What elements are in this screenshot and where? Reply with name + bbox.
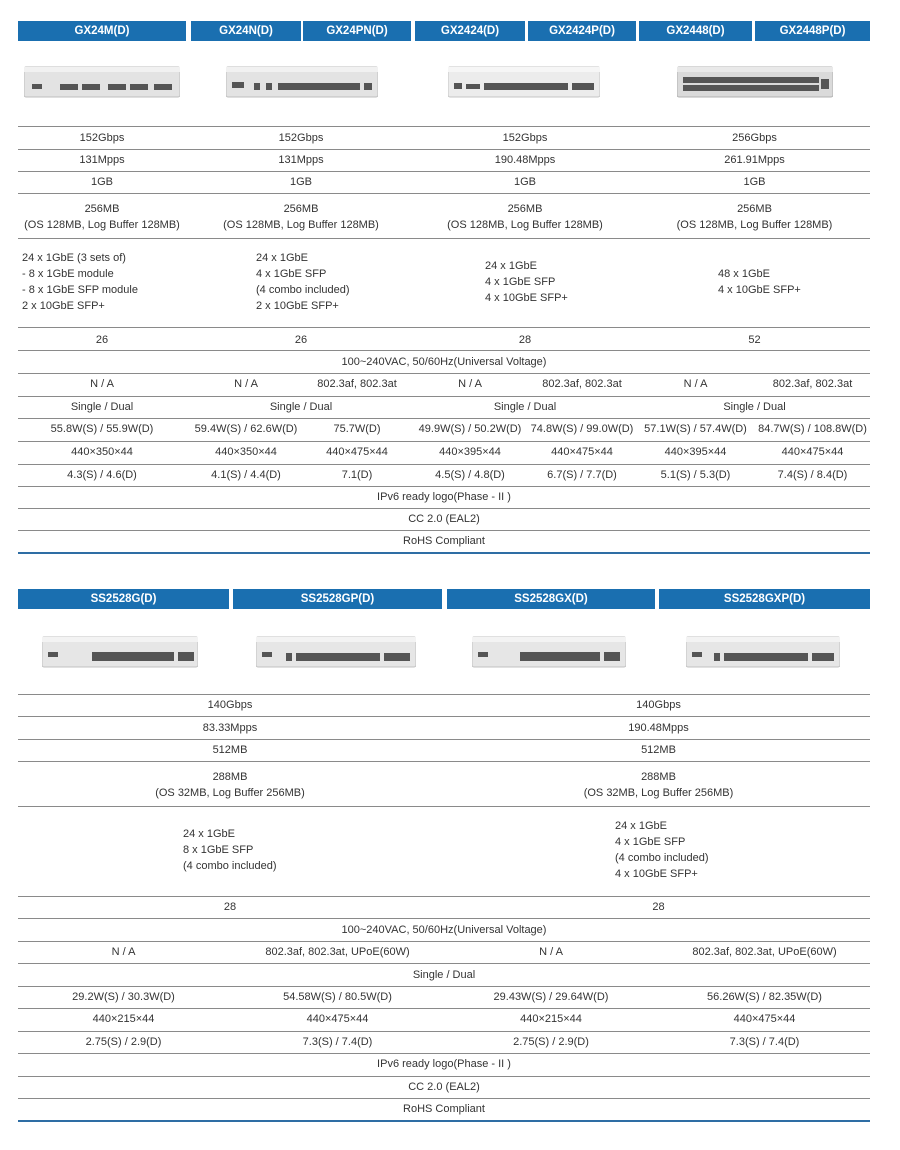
port-count-gx24n: 26 bbox=[294, 334, 308, 346]
port-line: 4 x 10GbE SFP+ bbox=[615, 868, 698, 880]
power-input: 100~240VAC, 50/60Hz(Universal Voltage) bbox=[341, 924, 547, 936]
ports-ss2528g bbox=[183, 826, 383, 876]
forwarding-rate-ss2528gx: 190.48Mpps bbox=[628, 722, 689, 734]
port-line: 24 x 1GbE (3 sets of) bbox=[22, 252, 126, 264]
poe-gx2448p: 802.3af, 802.3at bbox=[772, 378, 853, 390]
port-count-gx2424: 28 bbox=[518, 334, 532, 346]
row-divider bbox=[18, 963, 870, 964]
weight-gx2448p: 7.4(S) / 8.4(D) bbox=[777, 469, 848, 481]
dram-size: 256MB bbox=[507, 203, 543, 215]
flash-ss2528gx: 512MB bbox=[641, 744, 676, 756]
weight-gx24pn: 7.1(D) bbox=[341, 469, 373, 481]
port-line: 4 x 10GbE SFP+ bbox=[485, 292, 568, 304]
psu-gx2448: Single / Dual bbox=[723, 401, 786, 413]
switching-capacity-ss2528g: 140Gbps bbox=[207, 699, 253, 711]
rohs-compliance: RoHS Compliant bbox=[403, 1103, 485, 1115]
header-ss2528gxp: SS2528GXP(D) bbox=[659, 589, 870, 609]
dimensions-gx2448p: 440×475×44 bbox=[781, 446, 844, 458]
dram-size: 256MB bbox=[737, 203, 772, 215]
row-divider bbox=[18, 327, 870, 328]
forwarding-rate-gx2448: 261.91Mpps bbox=[724, 154, 785, 166]
flash-gx24n: 1GB bbox=[289, 176, 312, 188]
flash-ss2528g: 512MB bbox=[212, 744, 248, 756]
dram-detail: (OS 32MB, Log Buffer 256MB) bbox=[155, 787, 305, 799]
poe-gx2424p: 802.3af, 802.3at bbox=[542, 378, 622, 390]
port-count-gx24m: 26 bbox=[95, 334, 109, 346]
port-line: - 8 x 1GbE SFP module bbox=[22, 284, 138, 296]
dram-size: 288MB bbox=[212, 771, 248, 783]
cc-certification: CC 2.0 (EAL2) bbox=[408, 513, 480, 525]
weight-gx2424p: 6.7(S) / 7.7(D) bbox=[547, 469, 617, 481]
switching-capacity-gx2448: 256Gbps bbox=[732, 132, 777, 144]
row-divider bbox=[18, 238, 870, 239]
poe-gx24m: N / A bbox=[90, 378, 114, 390]
product-image-ss2528g bbox=[42, 634, 198, 670]
row-divider bbox=[18, 761, 870, 762]
port-line: 24 x 1GbE bbox=[256, 252, 308, 264]
switching-capacity-gx24n: 152Gbps bbox=[278, 132, 324, 144]
poe-gx2424: N / A bbox=[458, 378, 482, 390]
weight-ss2528gp: 7.3(S) / 7.4(D) bbox=[302, 1036, 373, 1048]
row-divider bbox=[18, 126, 870, 127]
weight-ss2528g: 2.75(S) / 2.9(D) bbox=[85, 1036, 162, 1048]
flash-gx24m: 1GB bbox=[90, 176, 113, 188]
dimensions-gx2424: 440×395×44 bbox=[439, 446, 501, 458]
dram-ss2528gx bbox=[447, 765, 870, 805]
ports-gx2424 bbox=[485, 258, 635, 308]
power-consumption-gx2448p: 84.7W(S) / 108.8W(D) bbox=[758, 423, 867, 435]
dimensions-gx2448: 440×395×44 bbox=[664, 446, 727, 458]
poe-gx24n: N / A bbox=[234, 378, 258, 390]
product-image-ss2528gxp bbox=[686, 634, 840, 670]
flash-gx2424: 1GB bbox=[513, 176, 536, 188]
dram-detail: (OS 128MB, Log Buffer 128MB) bbox=[447, 219, 603, 231]
power-consumption-ss2528gx: 29.43W(S) / 29.64W(D) bbox=[493, 991, 609, 1003]
forwarding-rate-gx2424: 190.48Mpps bbox=[494, 154, 556, 166]
psu: Single / Dual bbox=[412, 969, 476, 981]
product-image-gx24n bbox=[226, 64, 378, 100]
row-divider bbox=[18, 716, 870, 717]
product-image-gx2424 bbox=[448, 64, 600, 100]
port-line: 8 x 1GbE SFP bbox=[183, 844, 254, 856]
weight-gx24m: 4.3(S) / 4.6(D) bbox=[67, 469, 137, 481]
forwarding-rate-ss2528g: 83.33Mpps bbox=[202, 722, 258, 734]
port-line: 4 x 1GbE SFP bbox=[256, 268, 327, 280]
dram-detail: (OS 32MB, Log Buffer 256MB) bbox=[583, 787, 734, 799]
dram-gx2424 bbox=[415, 197, 635, 237]
row-divider bbox=[18, 806, 870, 807]
power-consumption-ss2528gp: 54.58W(S) / 80.5W(D) bbox=[283, 991, 392, 1003]
switching-capacity-gx24m: 152Gbps bbox=[79, 132, 125, 144]
dimensions-gx24m: 440×350×44 bbox=[71, 446, 133, 458]
power-input: 100~240VAC, 50/60Hz(Universal Voltage) bbox=[341, 356, 547, 368]
poe-ss2528gp: 802.3af, 802.3at, UPoE(60W) bbox=[265, 946, 410, 958]
port-line: 2 x 10GbE SFP+ bbox=[256, 300, 339, 312]
port-count-ss2528gx: 28 bbox=[652, 901, 665, 913]
dimensions-gx2424p: 440×475×44 bbox=[551, 446, 613, 458]
dimensions-ss2528gx: 440×215×44 bbox=[520, 1013, 582, 1025]
row-divider bbox=[18, 193, 870, 194]
rohs-compliance: RoHS Compliant bbox=[403, 535, 485, 547]
header-gx2424p: GX2424P(D) bbox=[528, 21, 636, 41]
poe-gx2448: N / A bbox=[683, 378, 708, 390]
power-consumption-gx2424p: 74.8W(S) / 99.0W(D) bbox=[530, 423, 634, 435]
section-end-divider bbox=[18, 552, 870, 554]
weight-gx24n: 4.1(S) / 4.4(D) bbox=[211, 469, 281, 481]
port-count-gx2448: 52 bbox=[748, 334, 761, 346]
power-consumption-gx2424: 49.9W(S) / 50.2W(D) bbox=[418, 423, 522, 435]
port-line: 4 x 1GbE SFP bbox=[485, 276, 556, 288]
poe-ss2528gx: N / A bbox=[539, 946, 563, 958]
forwarding-rate-gx24n: 131Mpps bbox=[278, 154, 324, 166]
dram-gx24n bbox=[191, 197, 411, 237]
power-consumption-gx24pn: 75.7W(D) bbox=[333, 423, 381, 435]
header-gx24n: GX24N(D) bbox=[191, 21, 301, 41]
header-gx2448p: GX2448P(D) bbox=[755, 21, 870, 41]
dimensions-gx24n: 440×350×44 bbox=[215, 446, 277, 458]
dram-detail: (OS 128MB, Log Buffer 128MB) bbox=[223, 219, 379, 231]
weight-gx2424: 4.5(S) / 4.8(D) bbox=[435, 469, 505, 481]
power-consumption-gx2448: 57.1W(S) / 57.4W(D) bbox=[644, 423, 747, 435]
forwarding-rate-gx24m: 131Mpps bbox=[79, 154, 125, 166]
ipv6-ready: IPv6 ready logo(Phase - II ) bbox=[377, 491, 511, 503]
weight-ss2528gx: 2.75(S) / 2.9(D) bbox=[513, 1036, 589, 1048]
power-consumption-gx24m: 55.8W(S) / 55.9W(D) bbox=[50, 423, 154, 435]
switching-capacity-gx2424: 152Gbps bbox=[502, 132, 548, 144]
psu-gx24n: Single / Dual bbox=[269, 401, 333, 413]
section-end-divider bbox=[18, 1120, 870, 1122]
ipv6-ready: IPv6 ready logo(Phase - II ) bbox=[377, 1058, 511, 1070]
dimensions-ss2528gxp: 440×475×44 bbox=[733, 1013, 796, 1025]
port-line: 2 x 10GbE SFP+ bbox=[22, 300, 105, 312]
switching-capacity-ss2528gx: 140Gbps bbox=[636, 699, 681, 711]
port-line: 24 x 1GbE bbox=[485, 260, 537, 272]
port-line: 24 x 1GbE bbox=[615, 820, 667, 832]
port-line: 4 x 1GbE SFP bbox=[615, 836, 686, 848]
dimensions-gx24pn: 440×475×44 bbox=[326, 446, 388, 458]
dram-detail: (OS 128MB, Log Buffer 128MB) bbox=[676, 219, 833, 231]
weight-ss2528gxp: 7.3(S) / 7.4(D) bbox=[729, 1036, 800, 1048]
dimensions-ss2528gp: 440×475×44 bbox=[306, 1013, 369, 1025]
ports-ss2528gx bbox=[615, 818, 815, 884]
dimensions-ss2528g: 440×215×44 bbox=[92, 1013, 155, 1025]
header-gx24m: GX24M(D) bbox=[18, 21, 186, 41]
port-count-ss2528g: 28 bbox=[223, 901, 237, 913]
port-line: (4 combo included) bbox=[183, 860, 277, 872]
power-consumption-ss2528gxp: 56.26W(S) / 82.35W(D) bbox=[707, 991, 822, 1003]
product-image-ss2528gx bbox=[472, 634, 626, 670]
weight-gx2448: 5.1(S) / 5.3(D) bbox=[660, 469, 731, 481]
product-image-gx2448 bbox=[677, 64, 833, 100]
header-gx24pn: GX24PN(D) bbox=[303, 21, 411, 41]
psu-gx24m: Single / Dual bbox=[70, 401, 134, 413]
header-gx2448: GX2448(D) bbox=[639, 21, 752, 41]
product-image-gx24m bbox=[24, 64, 180, 100]
dram-size: 256MB bbox=[283, 203, 319, 215]
flash-gx2448: 1GB bbox=[743, 176, 766, 188]
header-ss2528g: SS2528G(D) bbox=[18, 589, 229, 609]
poe-ss2528gxp: 802.3af, 802.3at, UPoE(60W) bbox=[692, 946, 837, 958]
port-line: 48 x 1GbE bbox=[718, 268, 770, 280]
ports-gx2448 bbox=[718, 266, 868, 300]
dram-ss2528g bbox=[18, 765, 442, 805]
port-line: - 8 x 1GbE module bbox=[22, 268, 114, 280]
row-divider bbox=[18, 350, 870, 351]
ports-gx24n bbox=[256, 250, 406, 316]
cc-certification: CC 2.0 (EAL2) bbox=[408, 1081, 480, 1093]
dram-size: 256MB bbox=[84, 203, 120, 215]
dram-gx24m bbox=[18, 197, 186, 237]
port-line: (4 combo included) bbox=[256, 284, 350, 296]
power-consumption-gx24n: 59.4W(S) / 62.6W(D) bbox=[194, 423, 298, 435]
psu-gx2424: Single / Dual bbox=[493, 401, 557, 413]
dram-gx2448 bbox=[639, 197, 870, 237]
port-line: (4 combo included) bbox=[615, 852, 709, 864]
header-ss2528gp: SS2528GP(D) bbox=[233, 589, 442, 609]
dram-size: 288MB bbox=[641, 771, 676, 783]
poe-gx24pn: 802.3af, 802.3at bbox=[317, 378, 397, 390]
product-image-ss2528gp bbox=[256, 634, 416, 670]
header-ss2528gx: SS2528GX(D) bbox=[447, 589, 655, 609]
power-consumption-ss2528g: 29.2W(S) / 30.3W(D) bbox=[72, 991, 175, 1003]
port-line: 24 x 1GbE bbox=[183, 828, 235, 840]
header-gx2424: GX2424(D) bbox=[415, 21, 525, 41]
dram-detail: (OS 128MB, Log Buffer 128MB) bbox=[24, 219, 180, 231]
poe-ss2528g: N / A bbox=[111, 946, 136, 958]
row-divider bbox=[18, 918, 870, 919]
ports-gx24m bbox=[22, 250, 186, 316]
port-line: 4 x 10GbE SFP+ bbox=[718, 284, 801, 296]
